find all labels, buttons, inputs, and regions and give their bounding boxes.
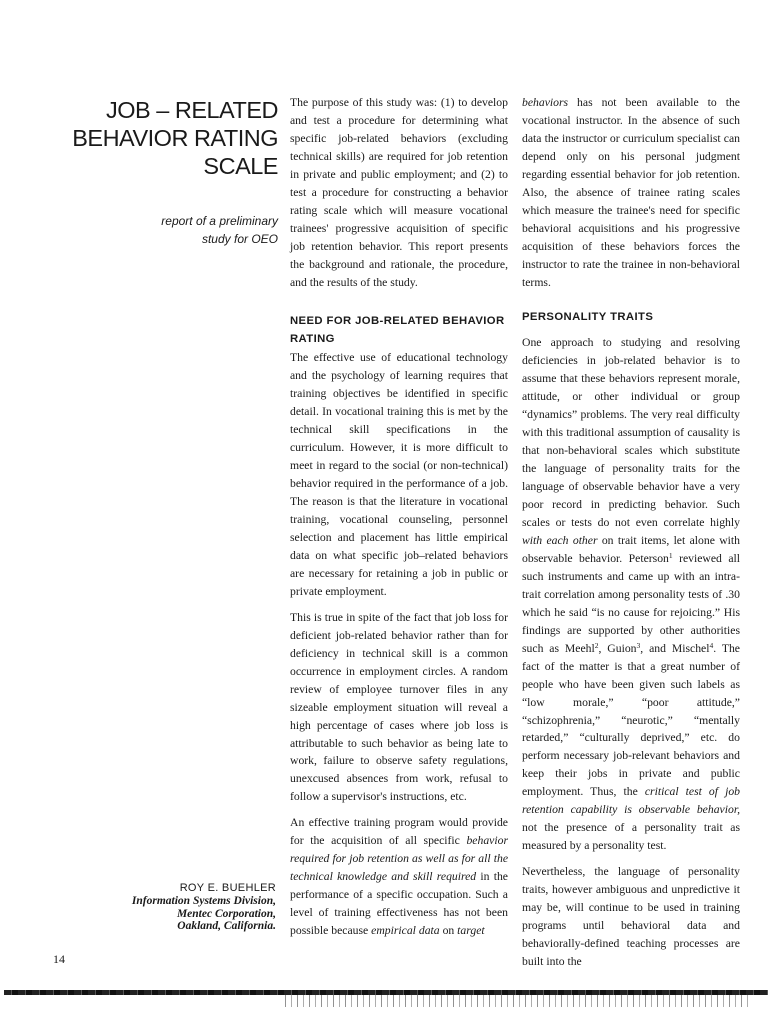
para3-text-e: on bbox=[439, 924, 458, 938]
subtitle-line-2: study for OEO bbox=[201, 232, 278, 246]
title-line-2: BEHAVIOR RATING bbox=[72, 125, 278, 151]
continued-paragraph bbox=[522, 94, 740, 291]
text-column-1 bbox=[290, 94, 508, 948]
section-heading-need: NEED FOR JOB-RELATED BEHAVIOR RATING bbox=[290, 315, 505, 346]
p1-text-g: . The fact of the matter is that a great number of people who have been given such labels as “low morale,” “poor attitude,” “schizophrenia,” “neurotic,” “mentally retarded,” “culturally deprived,” etc. do perform necessary job-relevant behaviors and keep their jobs in private and public employment. Thus, the bbox=[522, 641, 740, 799]
affiliation-line-1: Information Systems Division, bbox=[131, 895, 276, 907]
para3-emphasis-behavior: behavior required for job retention as well as for all the technical knowledge and skill required bbox=[290, 834, 508, 884]
p1-text-c: on trait items, let alone with observable behavior. Peterson bbox=[522, 533, 740, 565]
scan-edge-noise bbox=[280, 995, 750, 1007]
footnote-ref-4: 4 bbox=[709, 640, 714, 650]
p1-emphasis-critical-test: critical test of job retention capability is observable behavior, bbox=[522, 785, 741, 817]
paragraph-need-3 bbox=[290, 814, 508, 940]
footnote-ref-2: 2 bbox=[594, 640, 599, 650]
para3-text-c: in the performance of a specific occupation. Such a level of training effectiveness has not been possible because bbox=[290, 870, 508, 938]
paragraph-need-2: This is true in spite of the fact that job loss for deficient job-related behavior rather than for deficiency in technical skill is a common occurrence in employment circles. A random review of employee turnover files in any sizeable employment situation will reveal a high percentage of cases where job loss is attributable to such behavior as being late to work, failure to observe safety regulations, unexcused absences from work, refusal to follow a supervisor's instructions, etc. bbox=[290, 610, 508, 804]
para3-emphasis-target: target bbox=[457, 924, 485, 938]
intro-paragraph: The purpose of this study was: (1) to develop and test a procedure for determining what specific job-related behaviors (excluding technical skills) are required for job retention in private and public employment; and (2) to test a procedure for constructing a behavior rating scale which will measure vocational trainees' progressive acquisition of specific job retention behavior. This report presents the background and rationale, the procedure, and the results of the study. bbox=[290, 96, 508, 289]
page-number: 14 bbox=[53, 952, 65, 966]
text-column-2 bbox=[522, 94, 740, 979]
p1-text-d: reviewed all such instruments and came up with an intra-trait correlation among personality tests of .30 which he said “is no cause for rejoicing.” His findings are supported by other authorities such as Meehl bbox=[522, 551, 740, 655]
author-affiliation bbox=[80, 895, 276, 933]
footnote-ref-1: 1 bbox=[668, 550, 673, 560]
paragraph-personality-2: Nevertheless, the language of personality traits, however ambiguous and unpredictive it may be, will continue to be used in training programs until behavioral data and behaviorally-defined teaching processes are built into the bbox=[522, 865, 740, 968]
subtitle-line-1: report of a preliminary bbox=[161, 214, 278, 228]
title-line-1: JOB – RELATED bbox=[106, 97, 278, 123]
continued-emphasis-behaviors: behaviors bbox=[522, 96, 569, 109]
continued-text: has not been available to the vocational instructor. In the absence of such data the instructor or curriculum specialist can depend only on his personal judgment regarding essential behavior for job retention. Also, the absence of trainee rating scales which measure the trainee's need for specific behavioral acquisitions and his progressive acquisition of these behaviors forces the instructor to rate the trainee in non-behavioral terms. bbox=[522, 96, 740, 289]
article-title bbox=[60, 96, 278, 180]
p1-text-e: , Guion bbox=[598, 641, 637, 655]
footnote-ref-3: 3 bbox=[636, 640, 641, 650]
title-line-3: SCALE bbox=[203, 153, 278, 179]
para3-emphasis-empirical: empirical data bbox=[371, 924, 440, 938]
affiliation-line-3: Oakland, California. bbox=[177, 920, 276, 932]
p1-text-f: , and Mischel bbox=[640, 641, 710, 655]
affiliation-line-2: Mentec Corporation, bbox=[176, 907, 276, 920]
paragraph-need-1: The effective use of educational technology and the psychology of learning requires that training objectives be identified in specific detail. In vocational training this is met by the technical skill specifications in the curriculum. However, it is more difficult to meet in regard to the social (or non-technical) behavior required in the performance of a job. The reason is that the literature in vocational training, vocational counseling, personnel selection and placement has little empirical data on what specific job–related behaviors are necessary for retaining a job in public or private employment. bbox=[290, 351, 508, 598]
p1-emphasis-each-other: with each other bbox=[522, 533, 598, 547]
p1-text-i: not the presence of a personality trait as measured by a personality test. bbox=[522, 821, 740, 853]
paragraph-personality-1 bbox=[522, 334, 740, 855]
para3-text-a: An effective training program would provide for the acquisition of all specific bbox=[290, 816, 508, 848]
author-name: ROY E. BUEHLER bbox=[179, 882, 276, 894]
section-heading-personality: PERSONALITY TRAITS bbox=[522, 311, 654, 324]
p1-text-a: One approach to studying and resolving deficiencies in job-related behavior is to assume that these behaviors represent morale, attitude, or other individual or group “dynamics” problems. The very real difficulty with this traditional assumption of causality is that non-behavioral scales which substitute the language of personality traits for the language of observable behavior have a very poor record in predicting behavior. Such scales or tests do not even correlate highly bbox=[522, 336, 740, 530]
article-subtitle bbox=[90, 212, 278, 248]
